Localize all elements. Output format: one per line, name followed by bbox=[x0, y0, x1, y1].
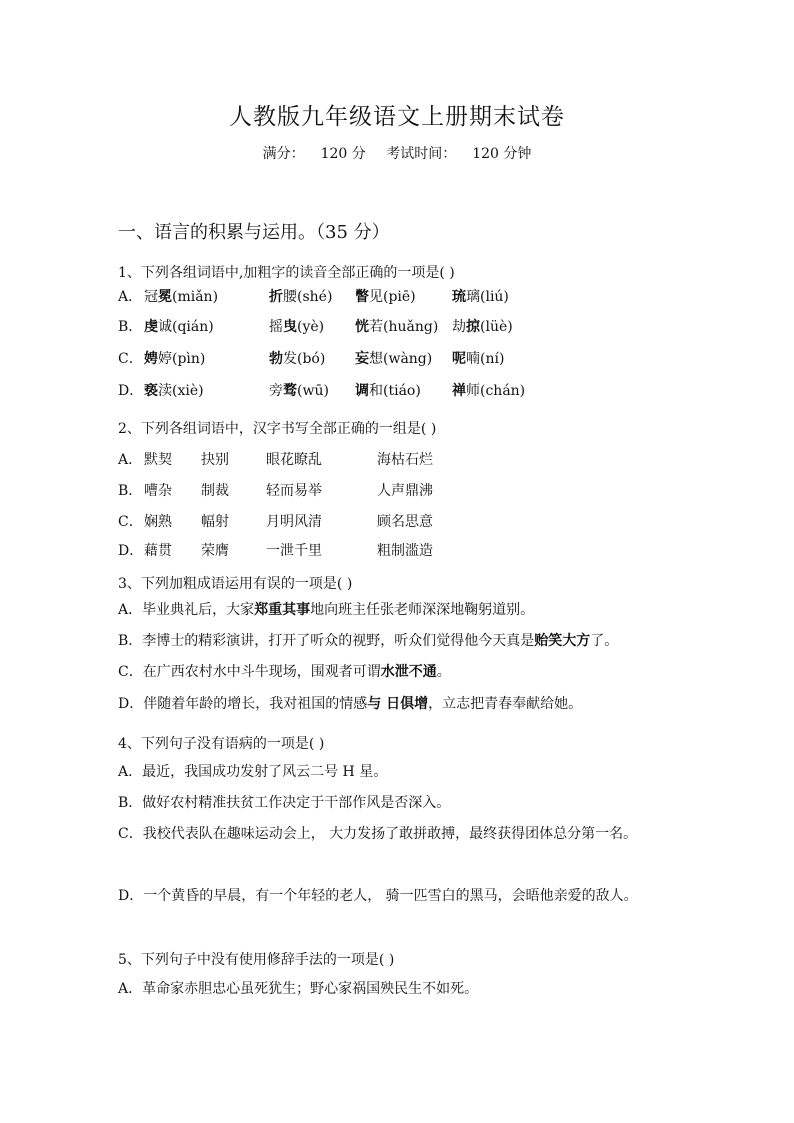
pinyin-word bbox=[355, 380, 421, 400]
word-prefix: 劫 bbox=[452, 319, 466, 335]
option-text: 地向班主任张老师深深地鞠躬道别。 bbox=[310, 602, 535, 618]
word-cell: 海枯石烂 bbox=[377, 452, 433, 468]
word-cell: 抉别 bbox=[201, 452, 229, 468]
question-3-option bbox=[118, 599, 534, 619]
bold-character: 禅 bbox=[452, 383, 466, 399]
word-cell: 眼花瞭乱 bbox=[266, 452, 322, 468]
option-label: A． bbox=[118, 289, 143, 305]
section-heading: 一、语言的积累与运用。（35 分） bbox=[118, 222, 390, 243]
bold-character: 调 bbox=[355, 383, 369, 399]
word-cell: 轻而易举 bbox=[266, 483, 322, 499]
bold-idiom: 贻笑大方 bbox=[534, 633, 591, 649]
question-3-option bbox=[118, 661, 451, 681]
word-cell: 顾名思意 bbox=[377, 514, 433, 530]
pinyin-word bbox=[452, 286, 509, 306]
bold-character: 折 bbox=[269, 289, 283, 305]
word-cell: 嘈杂 bbox=[144, 483, 172, 499]
word-suffix: (lüè) bbox=[480, 319, 513, 335]
bold-character: 恍 bbox=[355, 319, 369, 335]
option-label: C． bbox=[118, 514, 143, 530]
page-title: 人教版九年级语文上册期末试卷 bbox=[229, 104, 565, 130]
time-value: 120 分钟 bbox=[472, 146, 532, 162]
word-cell: 粗制滥造 bbox=[377, 543, 433, 559]
pinyin-word bbox=[269, 380, 329, 400]
pinyin-word bbox=[269, 286, 332, 306]
option-label: A． bbox=[118, 452, 143, 468]
word-prefix: 摇 bbox=[269, 319, 283, 335]
question-3-option bbox=[118, 693, 582, 713]
question-4-stem: 4、下列句子没有语病的一项是( ) bbox=[118, 736, 325, 752]
pinyin-word bbox=[144, 348, 205, 368]
word-suffix: 喃(ní) bbox=[466, 351, 505, 367]
option-label: D． bbox=[118, 543, 144, 559]
word-suffix: 发(bó) bbox=[283, 351, 326, 367]
bold-character: 瞥 bbox=[355, 289, 369, 305]
option-text: ，立志把青春奉献给她。 bbox=[428, 696, 583, 712]
word-suffix: 婷(pìn) bbox=[158, 351, 206, 367]
question-3-option bbox=[118, 630, 618, 650]
question-5-stem: 5、下列句子中没有使用修辞手法的一项是( ) bbox=[118, 952, 395, 968]
bold-idiom: 水泄不通 bbox=[380, 664, 437, 680]
word-suffix: 渎(xiè) bbox=[158, 383, 204, 399]
score-value: 120 分 bbox=[320, 146, 366, 162]
bold-character: 琉 bbox=[452, 289, 466, 305]
bold-character: 冕 bbox=[158, 289, 172, 305]
option-label: D． bbox=[118, 383, 144, 399]
option-text: A．毕业典礼后，大家 bbox=[118, 602, 255, 618]
word-suffix: 想(wàng) bbox=[369, 351, 433, 367]
bold-idiom: 与 日俱增 bbox=[367, 696, 429, 712]
word-prefix: 旁 bbox=[269, 383, 283, 399]
bold-character: 娉 bbox=[144, 351, 158, 367]
question-5-option-a: A．革命家赤胆忠心虽死犹生；野心家祸国殃民生不如死。 bbox=[118, 981, 479, 997]
option-text: B．李博士的精彩演讲，打开了听众的视野，听众们觉得他今天真是 bbox=[118, 633, 535, 649]
exam-info bbox=[0, 143, 794, 163]
word-cell: 娴熟 bbox=[144, 514, 172, 530]
word-suffix: 和(tiáo) bbox=[369, 383, 421, 399]
pinyin-word bbox=[355, 286, 416, 306]
question-4-option-d: D．一个黄昏的早晨，有一个年轻的老人， 骑一匹雪白的黑马，会晤他亲爱的敌人。 bbox=[118, 888, 638, 904]
pinyin-word bbox=[452, 316, 513, 336]
option-text: C．在广西农村水中斗牛现场，围观者可谓 bbox=[118, 664, 381, 680]
bold-character: 妄 bbox=[355, 351, 369, 367]
pinyin-word bbox=[144, 286, 218, 306]
word-cell: 月明风清 bbox=[266, 514, 322, 530]
word-suffix: 师(chán) bbox=[466, 383, 526, 399]
word-cell: 制裁 bbox=[201, 483, 229, 499]
word-suffix: 见(piē) bbox=[369, 289, 416, 305]
word-cell: 荣膺 bbox=[201, 543, 229, 559]
question-4-option-c: C．我校代表队在趣味运动会上， 大力发扬了敢拼敢搏，最终获得团体总分第一名。 bbox=[118, 826, 638, 842]
word-suffix: 璃(liú) bbox=[466, 289, 509, 305]
pinyin-word bbox=[144, 380, 204, 400]
word-suffix: 诚(qián) bbox=[158, 319, 214, 335]
option-label: B． bbox=[118, 319, 143, 335]
question-2-stem: 2、下列各组词语中，汉字书写全部正确的一组是( ) bbox=[118, 421, 437, 437]
bold-character: 骛 bbox=[283, 383, 297, 399]
bold-character: 呢 bbox=[452, 351, 466, 367]
option-label: B． bbox=[118, 483, 143, 499]
question-4-option-a: A．最近，我国成功发射了风云二号 H 星。 bbox=[118, 764, 388, 780]
pinyin-word bbox=[269, 316, 324, 336]
pinyin-word bbox=[269, 348, 325, 368]
word-cell: 人声鼎沸 bbox=[377, 483, 433, 499]
bold-character: 虔 bbox=[144, 319, 158, 335]
pinyin-word bbox=[452, 380, 525, 400]
word-suffix: (miǎn) bbox=[172, 289, 219, 305]
pinyin-word bbox=[452, 348, 504, 368]
bold-character: 勃 bbox=[269, 351, 283, 367]
bold-idiom: 郑重其事 bbox=[254, 602, 311, 618]
word-prefix: 冠 bbox=[144, 289, 158, 305]
word-suffix: (yè) bbox=[297, 319, 325, 335]
pinyin-word bbox=[355, 348, 432, 368]
bold-character: 曳 bbox=[283, 319, 297, 335]
pinyin-word bbox=[144, 316, 214, 336]
bold-character: 亵 bbox=[144, 383, 158, 399]
word-suffix: 若(huǎng) bbox=[369, 319, 439, 335]
option-label: C． bbox=[118, 351, 143, 367]
question-4-option-b: B．做好农村精准扶贫工作决定于干部作风是否深入。 bbox=[118, 795, 451, 811]
option-text: 了。 bbox=[590, 633, 619, 649]
word-cell: 藉贯 bbox=[144, 543, 172, 559]
word-suffix: (wū) bbox=[297, 383, 329, 399]
word-cell: 幅射 bbox=[201, 514, 229, 530]
option-text: D．伴随着年龄的增长，我对祖国的情感 bbox=[118, 696, 368, 712]
question-1-stem: 1、下列各组词语中,加粗字的读音全部正确的一项是( ) bbox=[118, 265, 455, 281]
option-text: 。 bbox=[436, 664, 451, 680]
word-cell: 一泄千里 bbox=[266, 543, 322, 559]
question-3-stem: 3、下列加粗成语运用有误的一项是( ) bbox=[118, 576, 353, 592]
word-suffix: 腰(shé) bbox=[283, 289, 333, 305]
time-label: 考试时间： bbox=[386, 146, 457, 162]
pinyin-word bbox=[355, 316, 438, 336]
word-cell: 默契 bbox=[144, 452, 172, 468]
score-label: 满分： bbox=[262, 146, 305, 162]
bold-character: 掠 bbox=[466, 319, 480, 335]
